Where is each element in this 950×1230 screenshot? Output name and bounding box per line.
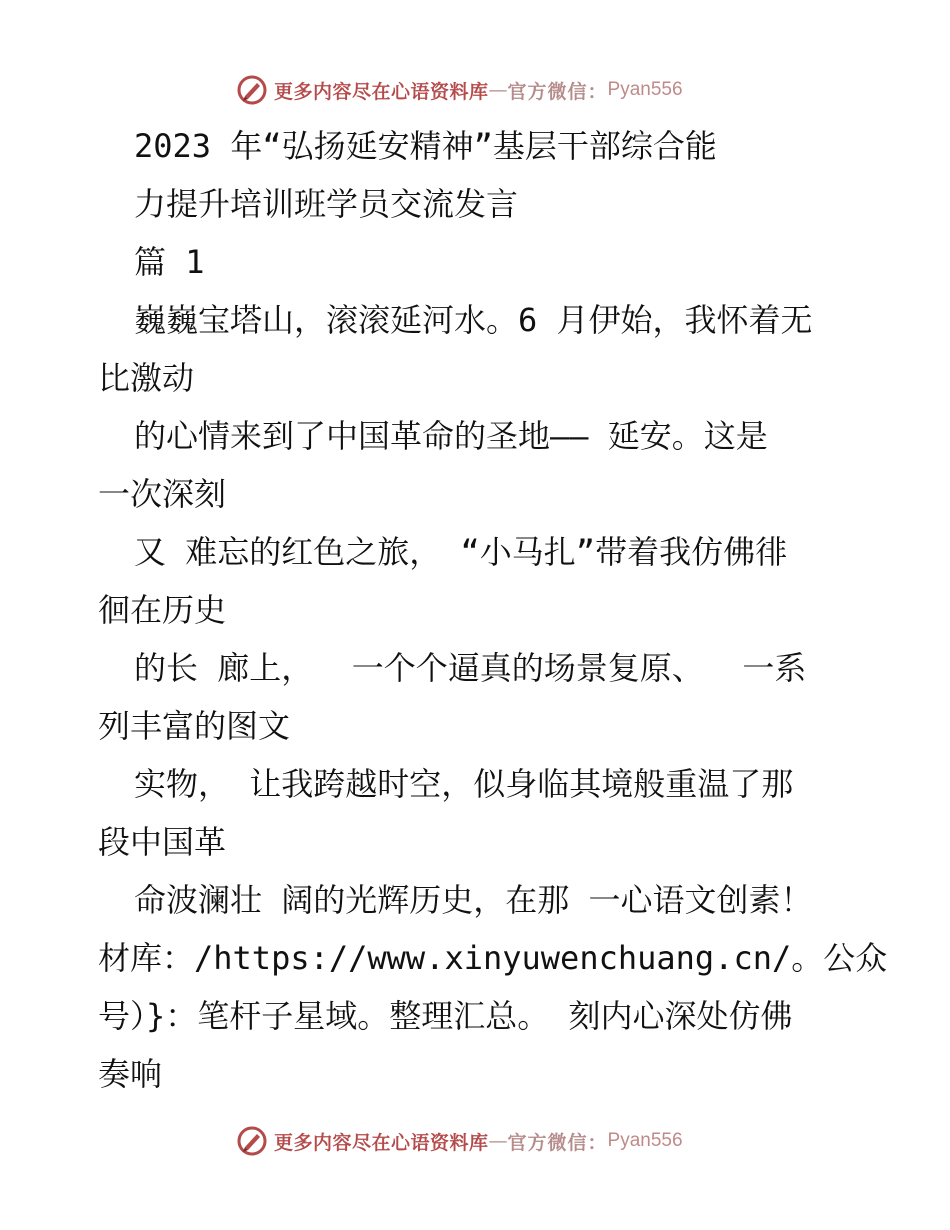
document-title-line-1: 2023 年“弘扬延安精神”基层干部综合能 [134, 127, 717, 165]
footer-brand-text: 更多内容尽在心语资料库 [274, 1131, 489, 1154]
pen-logo-icon [236, 1125, 268, 1157]
paragraph-line: 巍巍宝塔山，滚滚延河水。6 月伊始，我怀着无 [134, 301, 813, 339]
footer-banner [236, 1123, 683, 1159]
paragraph-line: 列丰富的图文 [98, 707, 291, 745]
paragraph-line: 号）}：笔杆子星域。整理汇总。 刻内心深处仿佛 [98, 997, 793, 1035]
paragraph-line: 又 难忘的红色之旅， “小马扎”带着我仿佛徘 [134, 533, 788, 571]
paragraph-line: 的心情来到了中国革命的圣地—— 延安。这是 [134, 417, 768, 455]
paragraph-line: 一次深刻 [98, 475, 227, 513]
paragraph-line: 命波澜壮 阔的光辉历史，在那 一心语文创素！ [134, 881, 813, 919]
paragraph-line: 实物， 让我跨越时空，似身临其境般重温了那 [134, 765, 794, 803]
document-title-line-2: 力提升培训班学员交流发言 [134, 185, 519, 223]
paragraph-line: 奏响 [98, 1055, 163, 1093]
paragraph-line: 材库：/https://www.xinyuwenchuang.cn/。公众 [98, 939, 888, 977]
footer-separator: — [488, 1130, 508, 1152]
header-banner [236, 72, 683, 108]
paragraph-line: 的长 廊上， 一个个逼真的场景复原、 一系 [134, 649, 807, 687]
paragraph-line: 比激动 [98, 359, 195, 397]
footer-official-label: 官方微信： [507, 1131, 608, 1154]
paragraph-line: 段中国革 [98, 823, 227, 861]
header-brand-text: 更多内容尽在心语资料库 [274, 80, 489, 103]
header-wechat-id: Pyan556 [607, 79, 683, 100]
pen-logo-icon [236, 74, 268, 106]
footer-wechat-id: Pyan556 [607, 1130, 683, 1151]
paragraph-line: 徊在历史 [98, 591, 227, 629]
header-official-label: 官方微信： [507, 80, 608, 103]
header-separator: — [488, 79, 508, 101]
section-heading: 篇 1 [134, 243, 205, 281]
